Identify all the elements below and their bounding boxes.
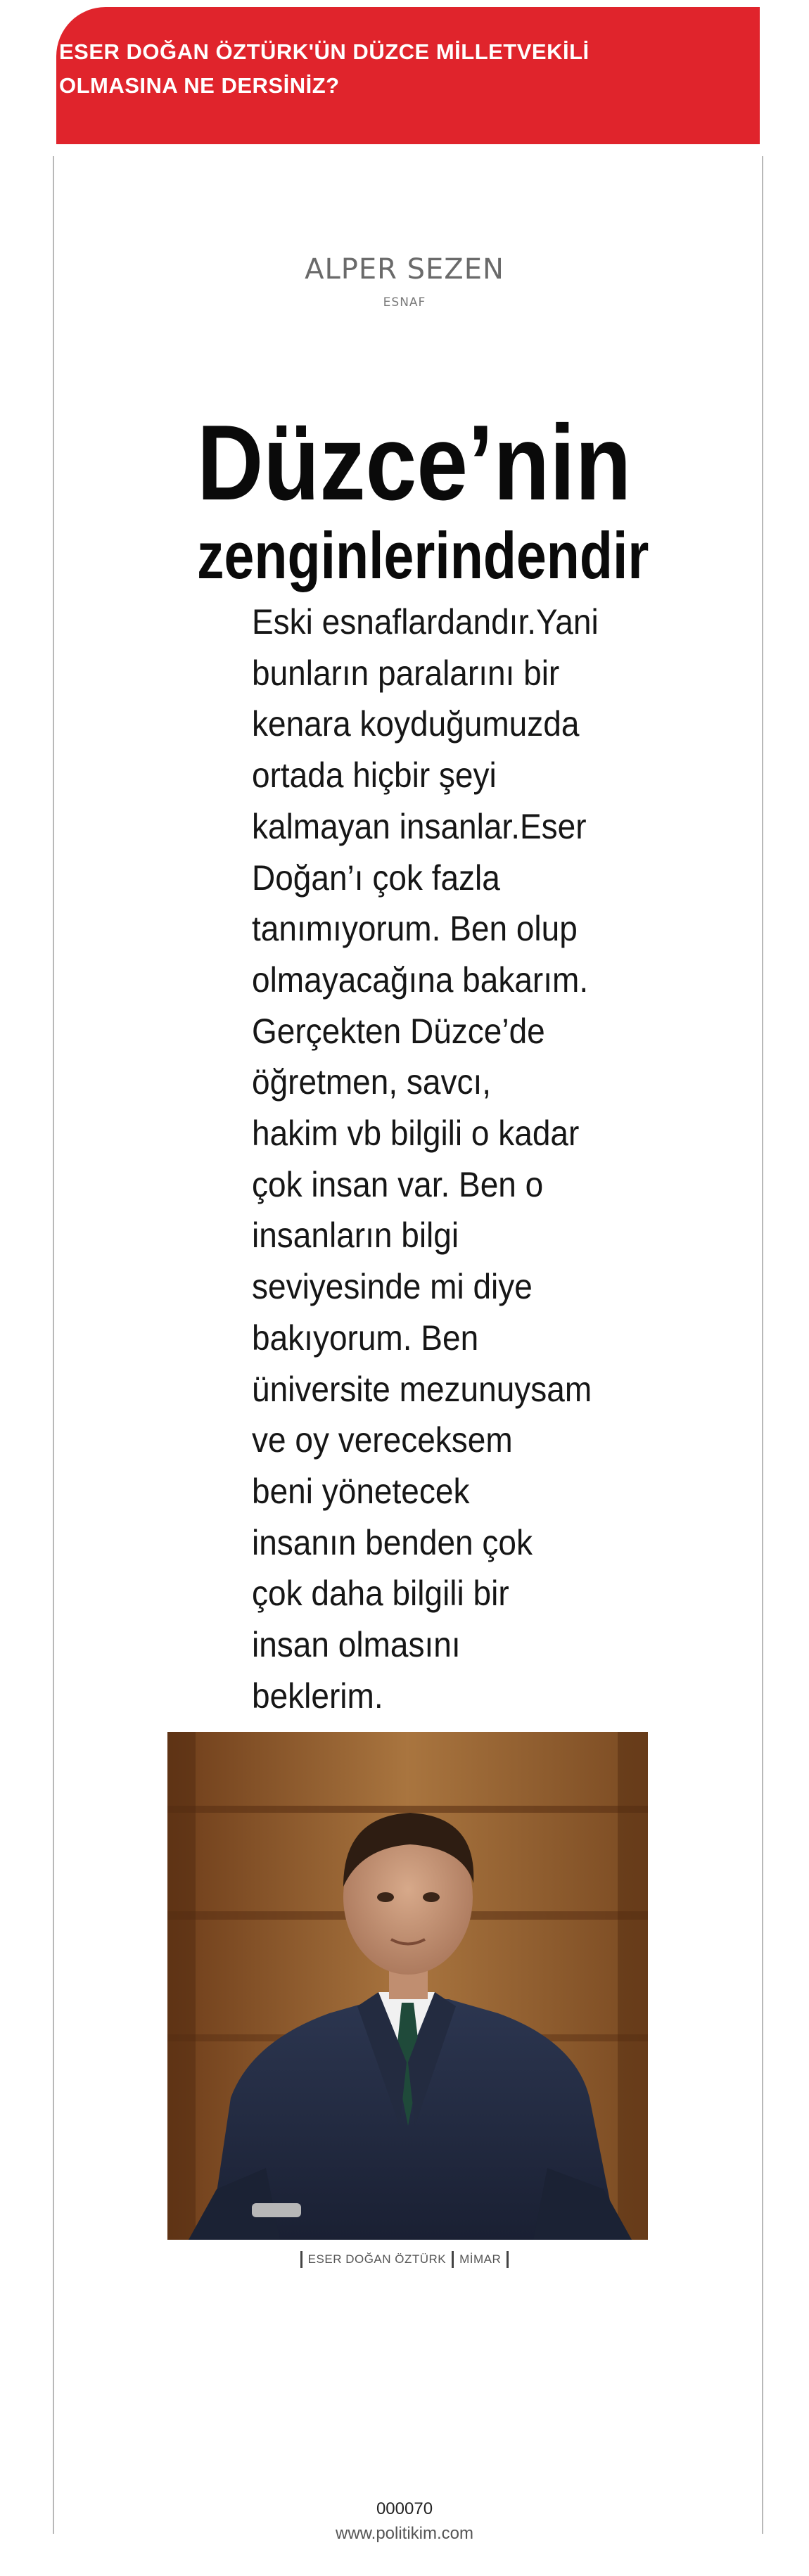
headline-line-1: Düzce’nin [197, 403, 632, 523]
banner-question: ESER DOĞAN ÖZTÜRK'ÜN DÜZCE MİLLETVEKİLİ OLMASINA NE DERSİNİZ? [59, 39, 590, 98]
headline-line-2: zenginlerindendir [197, 518, 649, 592]
caption-divider [300, 2251, 302, 2268]
page-number: 000070 [376, 2499, 433, 2518]
author-name: ALPER SEZEN [305, 253, 504, 286]
right-border-line [762, 156, 763, 2534]
author-occupation: ESNAF [383, 295, 426, 310]
caption-divider [452, 2251, 454, 2268]
photo-caption [0, 2251, 809, 2268]
caption-name: ESER DOĞAN ÖZTÜRK [307, 2252, 447, 2266]
article-body: Eski esnaflardandır.Yani bunların paralarını bir kenara koyduğumuzda ortada hiçbir şeyi kalmayan insanlar.Eser Doğan’ı çok fazla tanımıyorum. Ben olup olmayacağına bakarım. Gerçekten Düzce’de öğretmen, savcı, hakim vb bilgili o kadar çok insan var. Ben o insanların bilgi seviyesinde mi diye bakıyorum. Ben üniversite mezunuysam ve oy vereceksem beni yönetecek insanın benden çok çok daha bilgili bir insan olmasını beklerim. [252, 602, 599, 1716]
website-url: www.politikim.com [335, 2524, 474, 2543]
caption-role: MİMAR [459, 2252, 502, 2266]
portrait-photo [167, 1732, 648, 2240]
left-border-line [53, 156, 54, 2534]
caption-divider [507, 2251, 509, 2268]
